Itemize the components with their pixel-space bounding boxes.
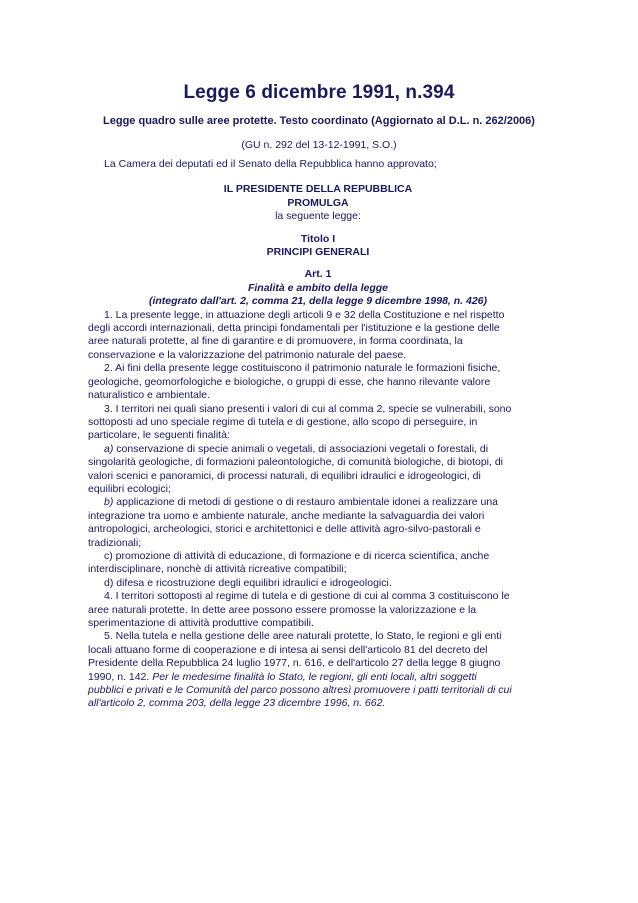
paragraph-line: all'articolo 2, comma 203, della legge 23 dicembre 1996, n. 662. [88, 697, 386, 710]
paragraph-line: sottoposti ad uno speciale regime di tutela e di gestione, allo scopo di perseguire, in [88, 415, 478, 428]
paragraph-line: singolarità geologiche, di formazioni paleontologiche, di comunità biologiche, di biotopi, di [88, 456, 504, 469]
item-label: a) [104, 442, 114, 455]
paragraph-line: 2. Ai fini della presente legge costituiscono il patrimonio naturale le formazioni fisiche, [104, 362, 501, 375]
paragraph-line: naturalistico e ambientale. [88, 389, 210, 402]
paragraph-line: particolare, le seguenti finalità: [88, 429, 230, 442]
item-b [88, 496, 548, 550]
paragraph-line: aree naturali protette. In dette aree possono essere promosse la valorizzazione e la [88, 603, 477, 616]
paragraph-line: interdisciplinare, nonchè di attività ricreative compatibili; [88, 563, 347, 576]
paragraph-line: antropologici, archeologici, storici e architettonici e delle attività agro-silvo-pastorali e [88, 523, 481, 536]
paragraph-line [88, 443, 548, 456]
item-text: applicazione di metodi di gestione o di restauro ambientale idonei a realizzare una [113, 496, 498, 509]
paragraph-line: valori scenici e panoramici, di processi naturali, di equilibri idraulici e idrogeologici, di [88, 469, 481, 482]
item-a [88, 443, 548, 497]
promulga-heading: PROMULGA [287, 196, 349, 209]
paragraph-line: conservazione e la valorizzazione del patrimonio naturale del paese. [88, 348, 407, 361]
paragraph-line: degli accordi internazionali, detta principi fondamentali per l'istituzione e la gestione delle [88, 322, 500, 335]
titolo-heading: Titolo I [300, 232, 336, 245]
paragraph-line: integrazione tra uomo e ambiente naturale, anche mediante la salvaguardia dei valori [88, 509, 485, 522]
article-title: Finalità e ambito della legge [247, 281, 389, 294]
item-label: b) [104, 496, 114, 509]
item-text: conservazione di specie animali o vegetali, di associazioni vegetali o forestali, di [113, 442, 489, 455]
paragraph-line: aree naturali protette, al fine di garantire e di promuovere, in forma coordinata, la [88, 335, 463, 348]
law-title: Legge 6 dicembre 1991, n.394 [183, 82, 455, 103]
paragraph-line: equilibri ecologici; [88, 482, 171, 495]
preamble: La Camera dei deputati ed il Senato della Repubblica hanno approvato; [104, 158, 437, 170]
law-body [88, 152, 548, 711]
paragraph-line: c) promozione di attività di educazione, di formazione e di ricerca scientifica, anche [104, 549, 490, 562]
paragraph-line: Presidente della Repubblica 24 luglio 1977, n. 616, e dell'articolo 27 della legge 8 giugno [88, 657, 501, 670]
president-heading: IL PRESIDENTE DELLA REPUBBLICA [223, 183, 413, 196]
paragraph-line: geologiche, geomorfologiche e biologiche, o gruppi di esse, che hanno rilevante valore [88, 375, 491, 388]
paragraph-text: 1990, n. 142. [88, 670, 153, 683]
paragraph-line: 1. La presente legge, in attuazione degli articoli 9 e 32 della Costituzione e nel rispetto [104, 308, 505, 321]
law-subtitle: Legge quadro sulle aree protette. Testo coordinato (Aggiornato al D.L. n. 262/2006) [103, 115, 535, 127]
paragraph-line: 3. I territori nei quali siano presenti i valori di cui al comma 2, specie se vulnerabili, sono [104, 402, 512, 415]
paragraph-line: pubblici e privati e le Comunità del parco possono altresì promuovere i patti territoriali di cui [88, 684, 512, 697]
item-c [88, 550, 548, 577]
paragraph-5 [88, 630, 548, 710]
seguente-legge: la seguente legge: [275, 210, 361, 223]
paragraph-line [88, 496, 548, 509]
paragraph-line: tradizionali; [88, 536, 142, 549]
item-d [88, 577, 548, 590]
titolo-name: PRINCIPI GENERALI [266, 246, 370, 259]
paragraph-line: 5. Nella tutela e nella gestione delle aree naturali protette, lo Stato, le regioni e gli enti [104, 630, 502, 643]
gazzetta-reference: (GU n. 292 del 13-12-1991, S.O.) [241, 139, 397, 151]
paragraph-line [88, 671, 548, 684]
italic-text: Per le medesime finalità lo Stato, le regioni, gli enti locali, altri soggetti [152, 670, 477, 683]
paragraph-4 [88, 590, 548, 630]
paragraph-line: 4. I territori sottoposti al regime di tutela e di gestione di cui al comma 3 costituiscono le [104, 590, 510, 603]
paragraph-line: sperimentazione di attività produttive compatibili. [88, 617, 314, 629]
article-number: Art. 1 [304, 268, 332, 281]
paragraph-2 [88, 362, 548, 402]
paragraph-line: d) difesa e ricostruzione degli equilibri idraulici e idrogeologici. [104, 576, 392, 589]
paragraph-line: locali attuano forme di cooperazione e di intesa ai sensi dell'articolo 81 del decreto del [88, 643, 488, 656]
article-note: (integrato dall'art. 2, comma 21, della legge 9 dicembre 1998, n. 426) [148, 295, 488, 308]
paragraph-1 [88, 309, 548, 363]
paragraph-3 [88, 403, 548, 443]
